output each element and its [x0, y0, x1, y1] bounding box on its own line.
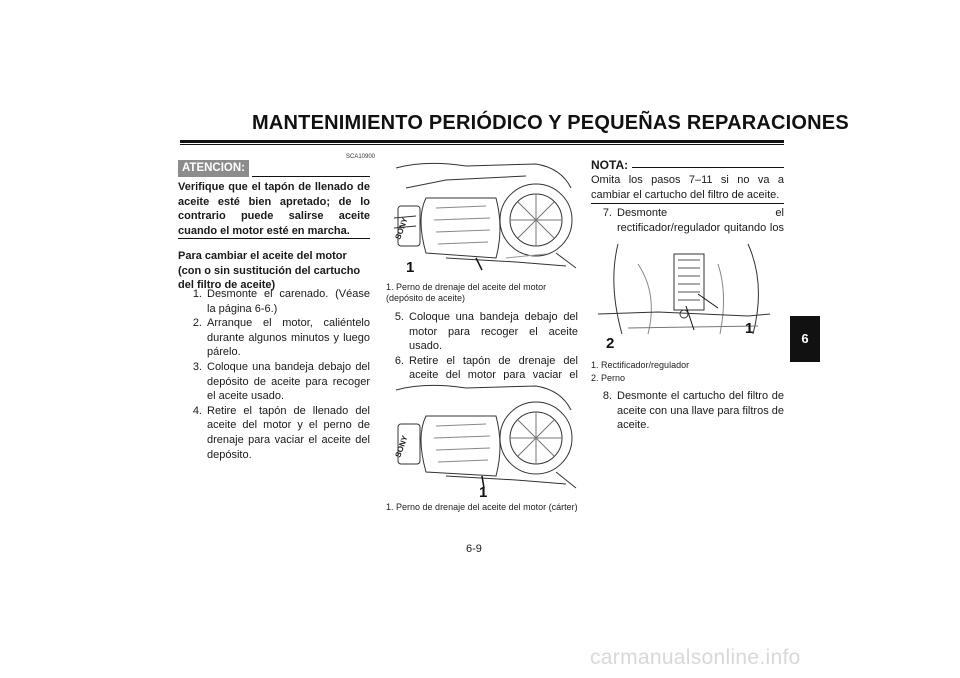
- header-rule: [180, 140, 784, 143]
- caption-item: 1. Rectificador/regulador: [591, 360, 690, 370]
- caption-item: 2. Perno: [591, 373, 626, 383]
- atencion-text: Verifique que el tapón de llenado de aceite esté bien apretado; de lo contrario puede salirse aceite cuando el motor esté en marcha.: [178, 181, 370, 237]
- nota-rule: [632, 167, 784, 168]
- engine-drain-figure-2: [386, 380, 578, 498]
- figure1-callout: 1: [406, 259, 415, 276]
- atencion-bottom-rule: [178, 238, 370, 239]
- atencion-rule: [252, 176, 370, 177]
- nota-text: Omita los pasos 7–11 si no va a cambiar el cartucho del filtro de aceite.: [591, 174, 784, 201]
- section-heading: Para cambiar el aceite del motor (con o sin sustitución del cartucho del filtro de aceite): [178, 250, 361, 292]
- nota-bottom-rule: [591, 203, 784, 204]
- figure2-caption: 1. Perno de drenaje del aceite del motor (cárter): [386, 502, 578, 512]
- svg-text:SONY: SONY: [393, 434, 410, 459]
- list-item: 8. Desmonte el cartucho del filtro de aceite con una llave para filtros de aceite.: [602, 390, 784, 432]
- watermark: carmanualsonline.info: [590, 646, 801, 669]
- steps-list-left: [178, 287, 370, 462]
- list-item: 7. Desmonte el rectificador/regulador quitando los pernos.: [602, 207, 784, 249]
- list-item: 3. Coloque una bandeja debajo del depósito de aceite para recoger el aceite usado.: [192, 360, 370, 403]
- figure3-callout-1: 1: [745, 320, 754, 337]
- list-item: 6. Retire el tapón de drenaje del aceite del motor para vaciar el aceite del cárter.: [394, 354, 578, 396]
- list-item: 4. Retire el tapón de llenado del aceite del motor y el perno de drenaje para vaciar el aceite del depósito.: [192, 404, 370, 461]
- chapter-tab: 6: [790, 316, 820, 362]
- svg-text:SONY: SONY: [393, 216, 410, 241]
- figure2-callout: 1: [479, 484, 488, 501]
- figure3-callout-2: 2: [606, 335, 615, 352]
- engine-drain-figure-1: [386, 158, 578, 278]
- header-rule-thin: [180, 144, 784, 145]
- page-number: 6-9: [466, 543, 482, 555]
- reference-code: SCA10900: [346, 154, 376, 160]
- page-title: MANTENIMIENTO PERIÓDICO Y PEQUEÑAS REPARACIONES: [252, 112, 849, 134]
- step8: [588, 389, 784, 433]
- list-item: 5. Coloque una bandeja debajo del motor para recoger el aceite usado.: [394, 311, 578, 353]
- figure3-captions: [591, 360, 784, 384]
- atencion-badge: ATENCION:: [178, 160, 249, 177]
- list-item: 1. Desmonte el carenado. (Véase la página 6-6.): [192, 288, 370, 315]
- list-item: 2. Arranque el motor, caliéntelo durante algunos minutos y luego párelo.: [192, 317, 370, 359]
- nota-label: NOTA:: [591, 158, 629, 172]
- figure1-caption: 1. Perno de drenaje del aceite del motor (depósito de aceite): [386, 282, 547, 303]
